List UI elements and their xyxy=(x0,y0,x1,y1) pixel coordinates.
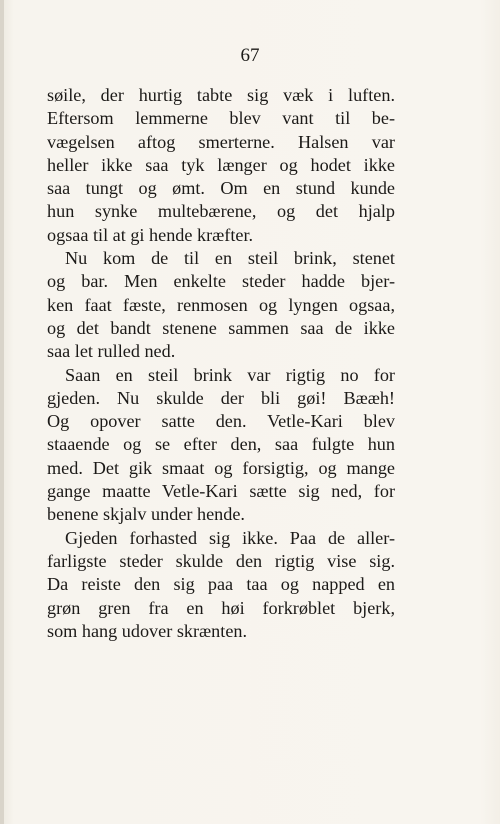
text-line: benene skjalv under hende. xyxy=(47,504,245,525)
text-line: søile, der hurtig tabte sig væk i luften. xyxy=(47,85,395,105)
text-line: saa tungt og ømt. Om en stund kunde xyxy=(47,178,395,199)
text-line: og bar. Men enkelte steder hadde bjer- xyxy=(47,271,395,292)
text-line: Saan en steil brink var rigtig no for xyxy=(65,364,395,385)
text-line: med. Det gik smaat og forsigtig, og mange xyxy=(47,457,395,478)
text-line: Da reiste den sig paa taa og napped en xyxy=(47,574,395,595)
text-line: Eftersom lemmerne blev vant til be- xyxy=(47,108,395,129)
text-line: saa let rulled ned. xyxy=(47,341,176,362)
page-edge xyxy=(0,0,4,824)
text-line: Gjeden forhasted sig ikke. Paa de aller- xyxy=(65,527,395,548)
text-line: heller ikke saa tyk længer og hodet ikke xyxy=(47,154,395,175)
text-line: ogsaa til at gi hende kræfter. xyxy=(47,224,254,245)
text-line: Nu kom de til en steil brink, stenet xyxy=(65,248,395,269)
text-line: ken faat fæste, renmosen og lyngen ogsaa, xyxy=(47,294,395,315)
text-line: og det bandt stenene sammen saa de ikke xyxy=(47,317,395,338)
text-line: staaende og se efter den, saa fulgte hun xyxy=(47,434,395,455)
text-line: Og opover satte den. Vetle-Kari blev xyxy=(47,411,395,432)
page-number: 67 xyxy=(240,45,260,66)
text-line: gange maatte Vetle-Kari sætte sig ned, for xyxy=(47,481,395,502)
body-text xyxy=(47,84,395,643)
text-line: som hang udover skrænten. xyxy=(47,620,248,641)
text-line: gjeden. Nu skulde der bli gøi! Bææh! xyxy=(47,387,395,408)
text-line: hun synke multebærene, og det hjalp xyxy=(47,201,395,222)
text-line: farligste steder skulde den rigtig vise sig. xyxy=(47,550,395,571)
text-line: grøn gren fra en høi forkrøblet bjerk, xyxy=(47,597,395,618)
text-line: vægelsen aftog smerterne. Halsen var xyxy=(47,131,395,152)
